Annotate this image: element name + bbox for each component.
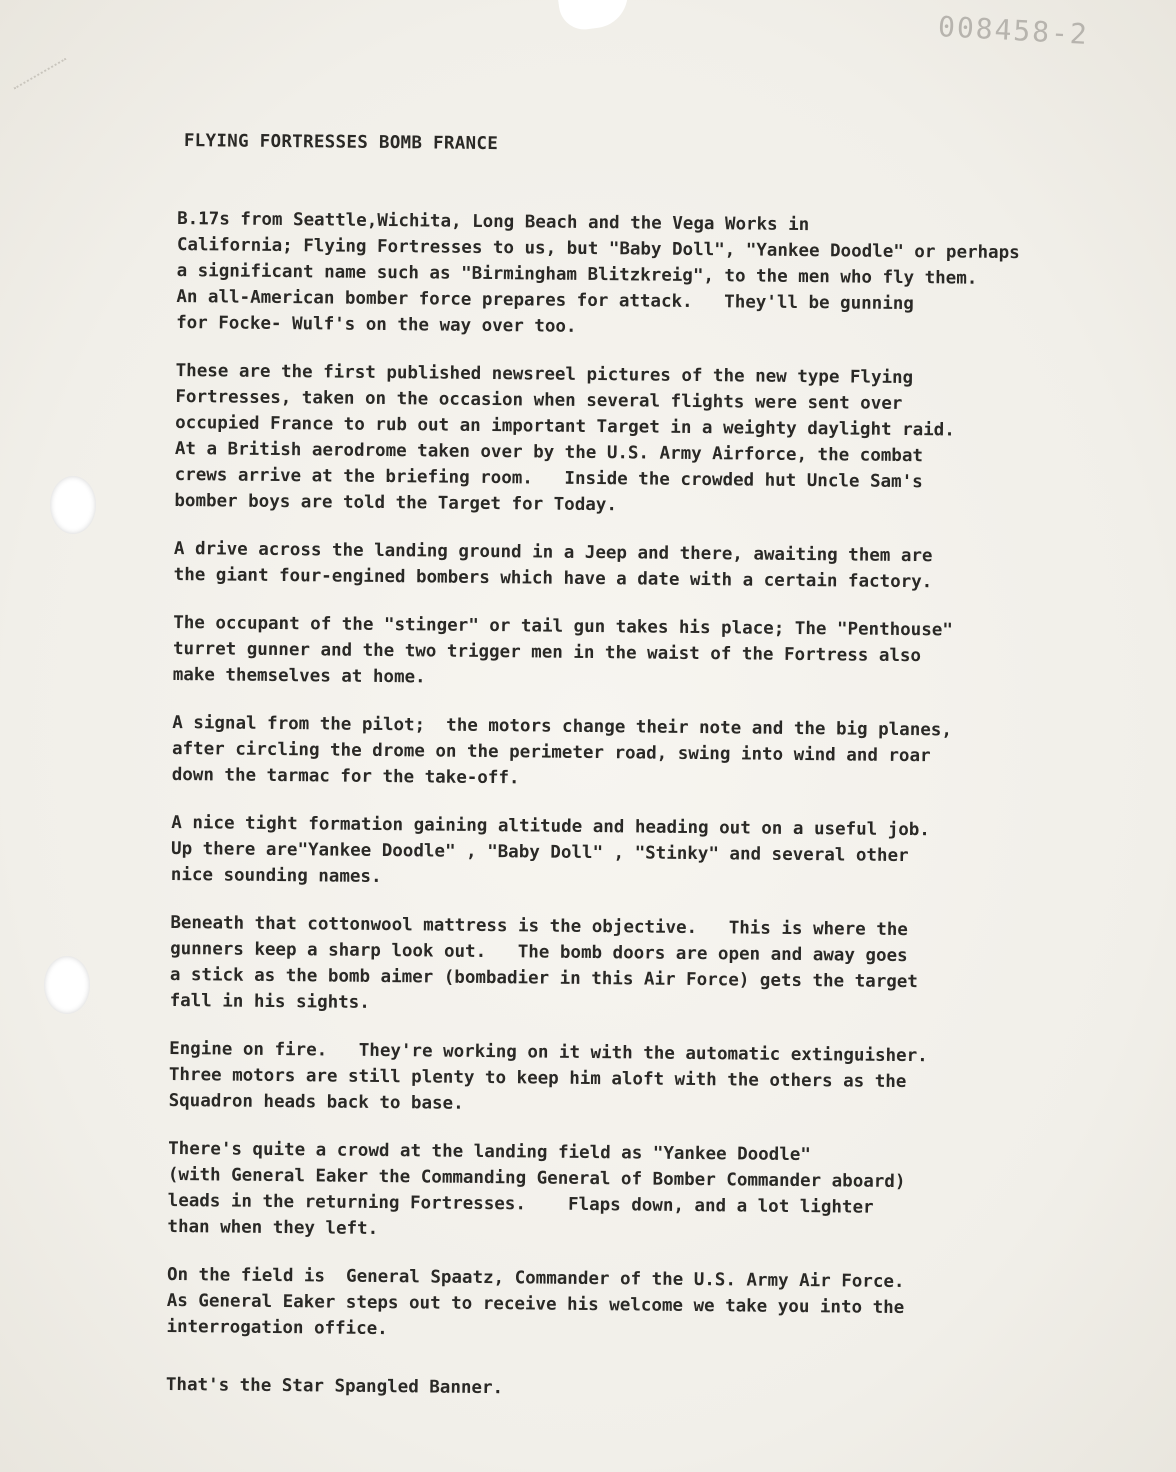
paragraph-line: On the field is General Spaatz, Commander of the U.S. Army Air Force. xyxy=(166,1264,905,1293)
paragraph-line: A signal from the pilot; the motors change their note and the big planes, xyxy=(172,712,953,741)
paragraph-11 xyxy=(166,1372,1096,1407)
paragraph-line: the giant four-engined bombers which have a date with a certain factory. xyxy=(173,564,933,593)
paragraph-line: A drive across the landing ground in a Jeep and there, awaiting them are xyxy=(173,538,933,567)
paragraph-9 xyxy=(167,1136,1098,1249)
paragraph-line: leads in the returning Fortresses. Flaps down, and a lot lighter xyxy=(167,1190,874,1218)
paragraph-3 xyxy=(174,536,1104,597)
paragraph-line: interrogation office. xyxy=(166,1316,388,1340)
paragraph-6 xyxy=(171,810,1102,897)
paragraph-line: crews arrive at the briefing room. Inside the crowded hut Uncle Sam's xyxy=(174,464,923,493)
paragraph-line: after circling the drome on the perimeter road, swing into wind and roar xyxy=(171,738,931,767)
paragraph-line: make themselves at home. xyxy=(172,664,426,688)
paragraph-line: gunners keep a sharp look out. The bomb doors are open and away goes xyxy=(170,938,908,967)
paragraph-line: than when they left. xyxy=(167,1216,379,1239)
paragraph-line: There's quite a crowd at the landing field as "Yankee Doodle" xyxy=(168,1138,811,1166)
typed-script xyxy=(166,128,1108,1429)
paragraph-line: An all-American bomber force prepares for attack. They'll be gunning xyxy=(176,286,914,315)
paragraph-line: Three motors are still plenty to keep him aloft with the others as the xyxy=(168,1064,907,1093)
paragraph-line: California; Flying Fortresses to us, but "Baby Doll", "Yankee Doodle" or perhaps xyxy=(176,234,1020,264)
paragraph-line: bomber boys are told the Target for Today. xyxy=(174,490,618,516)
paragraph-line: The occupant of the "stinger" or tail gun takes his place; The "Penthouse" xyxy=(173,612,953,641)
paragraph-line: Beneath that cottonwool mattress is the objective. This is where the xyxy=(170,912,908,941)
punch-hole-lower xyxy=(44,956,90,1014)
paragraph-4 xyxy=(173,610,1104,697)
paragraph-line: That's the Star Spangled Banner. xyxy=(165,1374,504,1399)
paragraph-line: These are the first published newsreel pictures of the new type Flying xyxy=(175,360,914,389)
paragraph-line: (with General Eaker the Commanding General of Bomber Commander aboard) xyxy=(167,1164,906,1193)
paragraph-5 xyxy=(172,710,1103,797)
paragraph-8 xyxy=(169,1036,1100,1123)
document-title: FLYING FORTRESSES BOMB FRANCE xyxy=(183,131,499,155)
paragraph-line: Up there are"Yankee Doodle" , "Baby Doll" , "Stinky" and several other xyxy=(170,838,909,867)
paragraph-line: Fortresses, taken on the occasion when several flights were sent over xyxy=(175,386,903,414)
paragraph-line: Engine on fire. They're working on it with the automatic extinguisher. xyxy=(169,1038,928,1067)
punch-hole-upper xyxy=(50,476,96,534)
paragraph-1 xyxy=(176,206,1107,345)
paragraph-line: down the tarmac for the take-off. xyxy=(171,764,520,789)
paragraph-2 xyxy=(174,358,1105,523)
paragraph-line: A nice tight formation gaining altitude and heading out on a useful job. xyxy=(171,812,930,841)
paragraph-line: occupied France to rub out an important Target in a weighty daylight raid. xyxy=(175,412,955,441)
torn-corner xyxy=(558,0,632,33)
paragraph-line: turret gunner and the two trigger men in the waist of the Fortress also xyxy=(172,638,922,667)
paragraph-line: Squadron heads back to base. xyxy=(168,1090,464,1114)
paragraph-line: As General Eaker steps out to receive his welcome we take you into the xyxy=(166,1290,905,1319)
paragraph-line: B.17s from Seattle,Wichita, Long Beach and the Vega Works in xyxy=(177,208,810,236)
paragraph-line: for Focke- Wulf's on the way over too. xyxy=(176,312,577,337)
paragraph-line: a significant name such as "Birmingham Blitzkreig", to the men who fly them. xyxy=(176,260,978,289)
paragraph-line: fall in his sights. xyxy=(169,990,370,1013)
paragraph-7 xyxy=(169,910,1100,1023)
margin-smudge xyxy=(14,58,87,124)
paragraph-line: a stick as the bomb aimer (bombadier in this Air Force) gets the target xyxy=(169,964,918,993)
paragraph-line: nice sounding names. xyxy=(170,864,382,887)
paragraph-10 xyxy=(166,1262,1097,1349)
reference-stamp: 008458-2 xyxy=(937,10,1090,51)
paragraph-line: At a British aerodrome taken over by the U.S. Army Airforce, the combat xyxy=(174,438,924,467)
